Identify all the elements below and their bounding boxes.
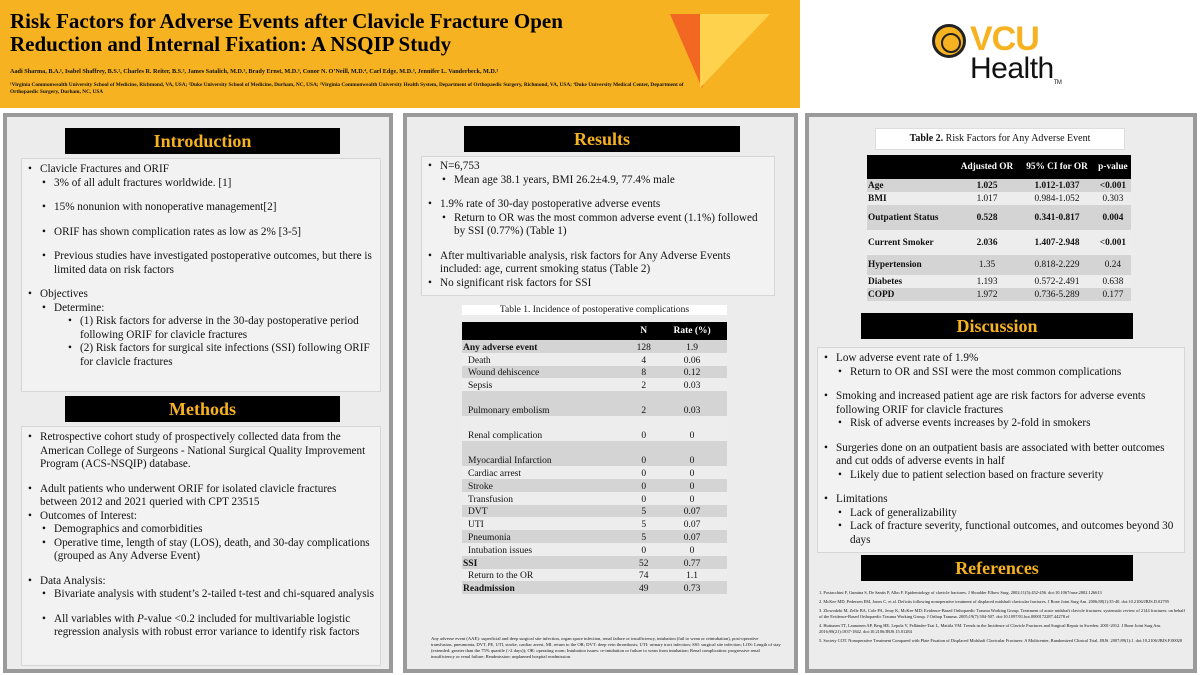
table1-value-cell: 0 <box>630 466 657 479</box>
table1-row <box>462 466 727 479</box>
table2-value-cell: 0.528 <box>955 205 1019 230</box>
table1-value-cell: 0 <box>657 466 727 479</box>
intro-subsubbullet: • (1) Risk factors for adverse in the 30-day postoperative period following ORIF for clavicle fractures <box>68 315 374 342</box>
intro-subbullet: • 3% of all adult fractures worldwide. [1] <box>42 177 374 191</box>
discussion-subbullet: • Lack of generalizability <box>838 507 1178 521</box>
table1-value-cell: 52 <box>630 556 657 569</box>
table2-label-cell: COPD <box>867 288 955 301</box>
table2-value-cell: 0.004 <box>1095 205 1131 230</box>
poster-header <box>0 0 800 108</box>
table2-row <box>867 275 1131 288</box>
table2-row <box>867 230 1131 255</box>
table2-label-cell: BMI <box>867 192 955 205</box>
intro-bullet: • Clavicle Fractures and ORIF <box>28 163 374 177</box>
table2-label-cell: Outpatient Status <box>867 205 955 230</box>
discussion-bullet: • Surgeries done on an outpatient basis are associated with better outcomes and cut odds of adverse events in half <box>824 442 1178 469</box>
logo-vcu-text: VCU <box>970 20 1039 58</box>
table1-row <box>462 505 727 518</box>
poster-title <box>10 10 650 56</box>
table1-row <box>462 378 727 391</box>
table1-label-cell: Any adverse event <box>462 340 630 353</box>
table1-value-cell: 128 <box>630 340 657 353</box>
table1-label-cell: Readmission <box>462 581 630 594</box>
table2-value-cell: 2.036 <box>955 230 1019 255</box>
table1-label-cell: Sepsis <box>462 378 630 391</box>
table1-row <box>462 441 727 466</box>
methods-subbullet: • Bivariate analysis with student’s 2-tailed t-test and chi-squared analysis <box>42 588 374 602</box>
table1-value-cell: 0 <box>657 416 727 441</box>
table1-row <box>462 581 727 594</box>
methods-box <box>21 426 381 666</box>
introduction-box <box>21 158 381 392</box>
table2-caption: Table 2. Risk Factors for Any Adverse Event <box>875 128 1125 150</box>
table2-value-cell: 0.638 <box>1095 275 1131 288</box>
table2-label-cell: Diabetes <box>867 275 955 288</box>
table1-value-cell: 74 <box>630 569 657 582</box>
table2-value-cell: 1.017 <box>955 192 1019 205</box>
table1-value-cell: 49 <box>630 581 657 594</box>
table2-row <box>867 255 1131 275</box>
table2-value-cell: 0.984-1.052 <box>1019 192 1095 205</box>
discussion-bullet: • Smoking and increased patient age are risk factors for adverse events following ORIF for clavicle fractures <box>824 390 1178 417</box>
table1-value-cell: 0.12 <box>657 366 727 379</box>
discussion-subbullet: • Likely due to patient selection based on fracture severity <box>838 469 1178 483</box>
table2-header: 95% CI for OR <box>1019 155 1095 179</box>
table2-header: Adjusted OR <box>955 155 1019 179</box>
methods-bullet: • Outcomes of Interest: <box>28 510 374 524</box>
table2-value-cell: 1.35 <box>955 255 1019 275</box>
table1-label-cell: SSI <box>462 556 630 569</box>
table2-value-cell: <0.001 <box>1095 179 1131 192</box>
table2-row <box>867 192 1131 205</box>
table1-value-cell: 0 <box>630 492 657 505</box>
table1-value-cell: 5 <box>630 517 657 530</box>
table1-value-cell: 0.03 <box>657 378 727 391</box>
intro-subbullet: • ORIF has shown complication rates as low as 2% [3-5] <box>42 226 374 240</box>
table1-row <box>462 479 727 492</box>
table2-header <box>867 155 955 179</box>
table1-label-cell: DVT <box>462 505 630 518</box>
table2-row <box>867 179 1131 192</box>
discussion-subbullet: • Lack of fracture severity, functional outcomes, and outcomes beyond 30 days <box>838 520 1178 547</box>
table1-label-cell: Death <box>462 353 630 366</box>
table1-value-cell: 0.07 <box>657 517 727 530</box>
table2-value-cell: 0.818-2.229 <box>1019 255 1095 275</box>
table1-value-cell: 4 <box>630 353 657 366</box>
left-panel <box>3 113 393 673</box>
table1-value-cell: 0 <box>657 441 727 466</box>
table1-row <box>462 556 727 569</box>
table1-label-cell: Myocardial Infarction <box>462 441 630 466</box>
table2-row <box>867 205 1131 230</box>
table2-value-cell: 0.736-5.289 <box>1019 288 1095 301</box>
table1 <box>462 322 727 594</box>
table1-header: N <box>630 322 657 340</box>
methods-bullet: • Retrospective cohort study of prospectively collected data from the American College of Surgeons - National Surgical Quality Improvement Program (ACS-NSQIP) database. <box>28 431 374 472</box>
table1-caption: Table 1. Incidence of postoperative complications <box>462 305 727 315</box>
table1-label-cell: Cardiac arrest <box>462 466 630 479</box>
table1-label-cell: Renal complication <box>462 416 630 441</box>
table1-body <box>462 340 727 594</box>
methods-bullet: • Data Analysis: <box>28 575 374 589</box>
reference-item: 5. Society COT. Nonoperative Treatment Compared with Plate Fixation of Displaced Midshaft Clavicular Fractures: A Multicenter, Randomized Clinical Trial. JBJS. 2007;89(1):1. doi:10.2106/JBJS.F.00020 <box>819 638 1183 643</box>
results-subbullet: • Return to OR was the most common adverse event (1.1%) followed by SSI (0.77%) (Table 1) <box>442 212 768 239</box>
table2-label-cell: Current Smoker <box>867 230 955 255</box>
table1-row <box>462 353 727 366</box>
table2-value-cell: 0.572-2.491 <box>1019 275 1095 288</box>
intro-bullet: • Objectives <box>28 288 374 302</box>
table1-value-cell: 0.07 <box>657 505 727 518</box>
yellow-triangle-decoration <box>700 14 770 88</box>
table1-value-cell: 0.06 <box>657 353 727 366</box>
title-line-1: Risk Factors for Adverse Events after Clavicle Fracture Open <box>10 9 563 33</box>
methods-subbullet: • All variables with P-value <0.2 included for multivariable logistic regression analysis with robust error variance to identify risk factors <box>42 613 374 640</box>
methods-bullet: • Adult patients who underwent ORIF for isolated clavicle fractures between 2012 and 2021 queried with CPT 23515 <box>28 483 374 510</box>
references-heading: References <box>861 555 1133 581</box>
table2-label-cell: Hypertension <box>867 255 955 275</box>
reference-item: 4. Huttunen TT, Launonen AP, Berg HE, Lepola V, Felländer-Tsai L, Mattila VM. Trends in the Incidence of Clavicle Fractures and Surgical Repair in Sweden: 2001-2012. J Bone Joint Surg Am. 2016;98(21):1837-1842. doi:10.2106/JBJS.15.01284 <box>819 623 1161 634</box>
right-panel <box>805 113 1197 673</box>
reference-item: 2. McKee MD, Pedersen EM, Jones C, et al. Deficits following nonoperative treatment of displaced midshaft clavicular fractures. J Bone Joint Surg Am. 2006;88(1):35-40. doi:10.2106/JBJS.D.02795 <box>819 599 1170 604</box>
references-list <box>819 590 1187 647</box>
table1-row <box>462 492 727 505</box>
table1-value-cell: 0 <box>630 416 657 441</box>
table1-row <box>462 569 727 582</box>
authors: Aadi Sharma, B.A.¹, Isabel Shaffrey, B.S.², Charles R. Reiter, B.S.³, James Satalich, M.D.³, Brady Ernst, M.D.³, Conor N. O’Neill, M.D.⁴, Carl Edge, M.D.³, Jennifer L. Vanderbeck, M.D.³ <box>10 68 499 75</box>
table1-value-cell: 5 <box>630 505 657 518</box>
table2-label-cell: Age <box>867 179 955 192</box>
table2 <box>867 155 1131 301</box>
table1-value-cell: 0 <box>630 441 657 466</box>
table1-value-cell: 1.1 <box>657 569 727 582</box>
table2-value-cell: 0.341-0.817 <box>1019 205 1095 230</box>
table2-body <box>867 179 1131 301</box>
table1-row <box>462 530 727 543</box>
results-bullet: • After multivariable analysis, risk factors for Any Adverse Events included: age, current smoking status (Table 2) <box>428 250 768 277</box>
table2-value-cell: 1.407-2.948 <box>1019 230 1095 255</box>
results-bullet: • 1.9% rate of 30-day postoperative adverse events <box>428 198 768 212</box>
results-heading: Results <box>464 126 740 152</box>
discussion-heading: Discussion <box>861 313 1133 339</box>
table1-row <box>462 517 727 530</box>
table1-label-cell: Return to the OR <box>462 569 630 582</box>
table2-value-cell: 1.025 <box>955 179 1019 192</box>
table2-value-cell: 0.24 <box>1095 255 1131 275</box>
table1-value-cell: 0 <box>657 543 727 556</box>
table2-value-cell: 0.177 <box>1095 288 1131 301</box>
reference-item: 1. Postacchini F, Gumina S, De Santis P, Albo F. Epidemiology of clavicle fractures. J Shoulder Elbow Surg. 2002;11(5):452-456. doi:10.1067/mse.2002.126613 <box>819 590 1102 595</box>
table2-value-cell: 0.303 <box>1095 192 1131 205</box>
reference-item: 3. Zlowodzki M, Zelle BA, Cole PA, Jeray K, McKee MD; Evidence-Based Orthopaedic Trauma Working Group. Treatment of acute midshaft clavicle fractures: systematic review of 2144 fractures: on behalf of the Evidence-Based Orthopaedic Trauma Working Group. J Orthop Trauma. 2005;19(7):504-507. doi:10.1097/01.bot.0000172287.44278.ef <box>819 608 1185 619</box>
intro-subsubbullet: • (2) Risk factors for surgical site infections (SSI) following ORIF for clavicle fractures <box>68 342 374 369</box>
table1-value-cell: 0.73 <box>657 581 727 594</box>
table1-value-cell: 0 <box>657 479 727 492</box>
methods-heading: Methods <box>65 396 340 422</box>
table1-label-cell: Wound dehiscence <box>462 366 630 379</box>
discussion-bullet: • Limitations <box>824 493 1178 507</box>
results-subbullet: • Mean age 38.1 years, BMI 26.2±4.9, 77.4% male <box>442 174 768 188</box>
table1-label-cell: Transfusion <box>462 492 630 505</box>
table2-row <box>867 288 1131 301</box>
table1-footnote: Any adverse event (AAE): superficial and deep surgical site infection, organ space infection, renal failure or insufficiency, intubation (fail to wean or reintubation), post-operative transfusion, pneumonia, DVT, PE, UTI, stroke, cardiac arrest, MI, return to the OR; DVT: deep vein thrombosis; UTI: urinary tract infection; SSI: surgical site infection; LOS: Length of stay (extended: greater than the 75% quartile (>2 days)); OR: operating room; Intubation issues: re-intubation or failure to wean from intubation; Renal complication: progressive renal insufficiency or renal failure; Readmission: unplanned hospital readmission. <box>431 636 781 659</box>
table1-label-cell: Intubation issues <box>462 543 630 556</box>
methods-subbullet: • Operative time, length of stay (LOS), death, and 30-day complications (grouped as Any Adverse Event) <box>42 537 374 564</box>
table1-value-cell: 0 <box>630 543 657 556</box>
table1-header: Rate (%) <box>657 322 727 340</box>
table1-label-cell: Pulmonary embolism <box>462 391 630 416</box>
table1-row <box>462 366 727 379</box>
table2-value-cell: 1.012-1.037 <box>1019 179 1095 192</box>
discussion-subbullet: • Risk of adverse events increases by 2-fold in smokers <box>838 417 1178 431</box>
table1-label-cell: Stroke <box>462 479 630 492</box>
table1-value-cell: 2 <box>630 378 657 391</box>
results-bullet: • N=6,753 <box>428 160 768 174</box>
table1-value-cell: 0.03 <box>657 391 727 416</box>
table1-value-cell: 0 <box>630 479 657 492</box>
vcu-seal-icon <box>932 24 966 58</box>
table1-value-cell: 0 <box>657 492 727 505</box>
logo-health-text: HealthTM <box>970 52 1062 86</box>
table2-value-cell: <0.001 <box>1095 230 1131 255</box>
table1-label-cell: Pneumonia <box>462 530 630 543</box>
table1-value-cell: 8 <box>630 366 657 379</box>
discussion-bullet: • Low adverse event rate of 1.9% <box>824 352 1178 366</box>
table1-value-cell: 2 <box>630 391 657 416</box>
table1-row <box>462 416 727 441</box>
table1-value-cell: 0.77 <box>657 556 727 569</box>
middle-panel <box>403 113 798 673</box>
results-box <box>421 156 775 296</box>
introduction-heading: Introduction <box>65 128 340 154</box>
table2-value-cell: 1.972 <box>955 288 1019 301</box>
discussion-box <box>817 347 1185 553</box>
intro-subbullet: • 15% nonunion with nonoperative management[2] <box>42 201 374 215</box>
table1-label-cell: UTI <box>462 517 630 530</box>
affiliations: ¹Virginia Commonwealth University School of Medicine, Richmond, VA, USA; ²Duke University School of Medicine, Durham, NC, USA; ³Virginia Commonwealth University Health System, Department of Orthopaedic Surgery, Richmond, VA, USA; ⁴Duke University Medical Center, Department of Orthopaedic Surgery, Durham, NC, USA <box>10 82 684 95</box>
table1-value-cell: 1.9 <box>657 340 727 353</box>
table1-value-cell: 5 <box>630 530 657 543</box>
intro-subbullet: • Determine: <box>42 302 374 316</box>
table1-header <box>462 322 630 340</box>
table2-value-cell: 1.193 <box>955 275 1019 288</box>
discussion-subbullet: • Return to OR and SSI were the most common complications <box>838 366 1178 380</box>
table1-value-cell: 0.07 <box>657 530 727 543</box>
vcu-health-logo <box>930 22 1090 92</box>
results-bullet: • No significant risk factors for SSI <box>428 277 768 291</box>
table2-header: p-value <box>1095 155 1131 179</box>
table1-row <box>462 340 727 353</box>
title-line-2: Reduction and Internal Fixation: A NSQIP Study <box>10 32 452 56</box>
table1-row <box>462 543 727 556</box>
methods-subbullet: • Demographics and comorbidities <box>42 523 374 537</box>
table1-row <box>462 391 727 416</box>
intro-subbullet: • Previous studies have investigated postoperative outcomes, but there is limited data on risk factors <box>42 250 374 277</box>
